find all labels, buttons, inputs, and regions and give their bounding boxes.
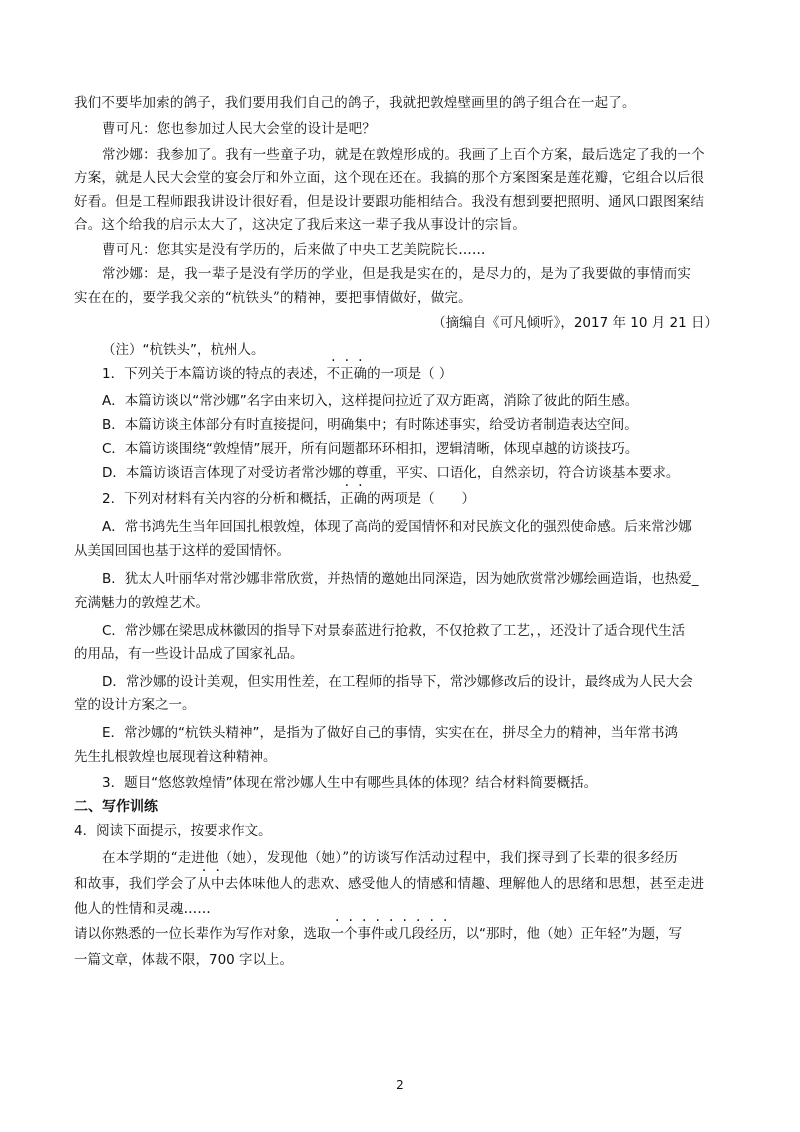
page-number: 2: [396, 1078, 404, 1092]
writing-requirement: 请以你熟悉的一位长辈作为写作对象，选取一个事件或几段经历，以“那时，他（她）正年轻”为题，写: [74, 926, 682, 942]
question-1: 1．下列关于本篇访谈的特点的表述，不正确的一项是（ ）: [102, 366, 453, 382]
section-heading: 二、写作训练: [74, 799, 158, 815]
option-1a: A．本篇访谈以“常沙娜”名字由来切入，这样提问拉近了双方距离，消除了彼此的陌生感。: [102, 393, 639, 409]
option-1c: C．本篇访谈围绕“敦煌情”展开，所有问题都环环相扣，逻辑清晰，体现卓越的访谈技巧。: [102, 441, 639, 457]
writing-prompt-line: 他人的性情和灵魂……: [74, 901, 211, 917]
option-2d: D．常沙娜的设计美观，但实用性差，在工程师的指导下，常沙娜修改后的设计，最终成为人民大会: [102, 674, 693, 690]
note: （注）“杭铁头”，杭州人。: [102, 342, 265, 358]
text-line: 曹可凡：您其实是没有学历的，后来做了中央工艺美院院长……: [102, 242, 486, 258]
option-2c-cont: 的用品，有一些设计品成了国家礼品。: [74, 646, 304, 662]
writing-prompt-line: 和故事，我们学会了从中去体味他人的悲欢、感受他人的情感和情趣、理解他人的思绪和思想，甚至走进: [74, 876, 705, 892]
text-line: 常沙娜：我参加了。我有一些童子功，就是在敦煌形成的。我画了上百个方案，最后选定了我的一个: [102, 147, 705, 163]
question-3: 3．题目“悠悠敦煌情”体现在常沙娜人生中有哪些具体的体现？结合材料简要概括。: [102, 775, 598, 791]
text-line: 曹可凡：您也参加过人民大会堂的设计是吧？: [102, 121, 376, 137]
option-1d: D．本篇访谈语言体现了对受访者常沙娜的尊重，平实、口语化，自然亲切，符合访谈基本要求。: [102, 465, 680, 481]
text-line: 实在在的，要学我父亲的“杭铁头”的精神，要把事情做好，做完。: [74, 290, 472, 306]
text-line: 方案，就是人民大会堂的宴会厅和外立面，这个现在还在。我搞的那个方案图案是莲花瓣，它组合以后很: [74, 170, 705, 186]
option-2b: B．犹太人叶丽华对常沙娜非常欣赏，并热情的邀她出同深造，因为她欣赏常沙娜绘画造诣，也热爱_: [102, 571, 699, 587]
question-2: 2．下列对材料有关内容的分析和概括，正确的两项是（ ）: [102, 491, 476, 507]
text-line: 我们不要毕加索的鸽子，我们要用我们自己的鸽子，我就把敦煌壁画里的鸽子组合在一起了。: [74, 95, 636, 111]
option-2b-cont: 充满魅力的敦煌艺术。: [74, 595, 209, 611]
question-4: 4．阅读下面提示，按要求作文。: [74, 823, 272, 839]
source-citation: （摘编自《可凡倾听》，2017 年 10 月 21 日）: [432, 315, 718, 331]
option-2a-cont: 从美国回国也基于这样的爱国情怀。: [74, 543, 290, 559]
option-2e: E．常沙娜的“杭铁头精神”，是指为了做好自己的事情，实实在在，拼尽全力的精神，当年常书鸿: [102, 725, 679, 741]
option-1b: B．本篇访谈主体部分有时直接提问，明确集中；有时陈述事实，给受访者制造表达空间。: [102, 417, 638, 433]
writing-requirement-cont: 一篇文章，体裁不限，700 字以上。: [74, 952, 294, 968]
option-2a: A．常书鸿先生当年回国扎根敦煌，体现了高尚的爱国情怀和对民族文化的强烈使命感。后来常沙娜: [102, 519, 692, 535]
option-2e-cont: 先生扎根敦煌也展现着这种精神。: [74, 749, 277, 765]
writing-prompt-line: 在本学期的“走进他（她），发现他（她）”的访谈写作活动过程中，我们探寻到了长辈的很多经历: [102, 850, 679, 866]
text-line: 好看。但是工程师跟我讲设计很好看，但是设计要跟功能相结合。我没有想到要把照明、通风口跟图案结: [74, 194, 705, 210]
option-2d-cont: 堂的设计方案之一。: [74, 697, 196, 713]
text-line: 常沙娜：是，我一辈子是没有学历的学业，但是我是实在的，是尽力的，是为了我要做的事情而实: [102, 266, 692, 282]
text-line: 合。这个给我的启示太大了，这决定了我后来这一辈子我从事设计的宗旨。: [74, 217, 527, 233]
option-2c: C．常沙娜在梁思成林徽因的指导下对景泰蓝进行抢救，不仅抢救了工艺，，还没计了适合现代生活: [102, 623, 686, 639]
